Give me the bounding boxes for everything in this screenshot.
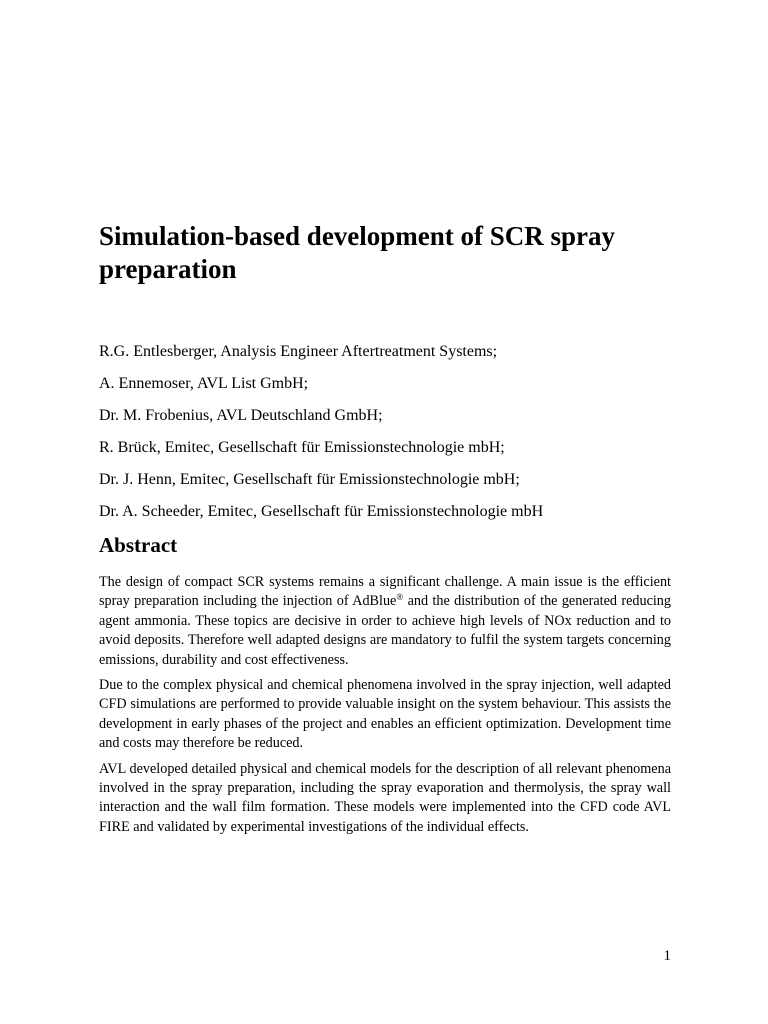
abstract-paragraph: AVL developed detailed physical and chemical models for the description of all relevant phenomena involved in the spray preparation, including the spray evaporation and thermolysis, the spray wall interaction and the wall film formation. These models were implemented into the CFD code AVL FIRE and validated by experimental investigations of the individual effects. (99, 760, 671, 835)
author-line: Dr. A. Scheeder, Emitec, Gesellschaft für Emissionstechnologie mbH (99, 503, 544, 520)
author-line: R. Brück, Emitec, Gesellschaft für Emissionstechnologie mbH; (99, 439, 505, 456)
author-line: A. Ennemoser, AVL List GmbH; (99, 375, 309, 392)
abstract-paragraph: Due to the complex physical and chemical phenomena involved in the spray injection, well adapted CFD simulations are performed to provide valuable insight on the system behaviour. This assists the development in early phases of the project and enables an efficient optimization. Development time and costs may therefore be reduced. (99, 677, 671, 752)
abstract-text: and the distribution of the generated reducing agent ammonia. These topics are decisive in order to achieve high levels of NOx reduction and to avoid deposits. Therefore well adapted designs are mandatory to fulfil the system targets concerning emissions, durability and cost effectiveness. (99, 593, 671, 668)
author-line: Dr. J. Henn, Emitec, Gesellschaft für Emissionstechnologie mbH; (99, 471, 520, 488)
registered-mark: ® (396, 592, 404, 603)
abstract-text: The design of compact SCR systems remains a significant challenge. A main issue is the efficient spray preparation including the injection of AdBlue (99, 574, 671, 610)
abstract-body (99, 573, 671, 843)
author-list (99, 342, 699, 534)
abstract-heading: Abstract (99, 533, 178, 557)
author-line: Dr. M. Frobenius, AVL Deutschland GmbH; (99, 407, 383, 424)
abstract-paragraph (99, 573, 671, 670)
page-number: 1 (663, 948, 671, 964)
author-line: R.G. Entlesberger, Analysis Engineer Aftertreatment Systems; (99, 343, 498, 360)
paper-title: Simulation-based development of SCR spray preparation (99, 221, 616, 284)
